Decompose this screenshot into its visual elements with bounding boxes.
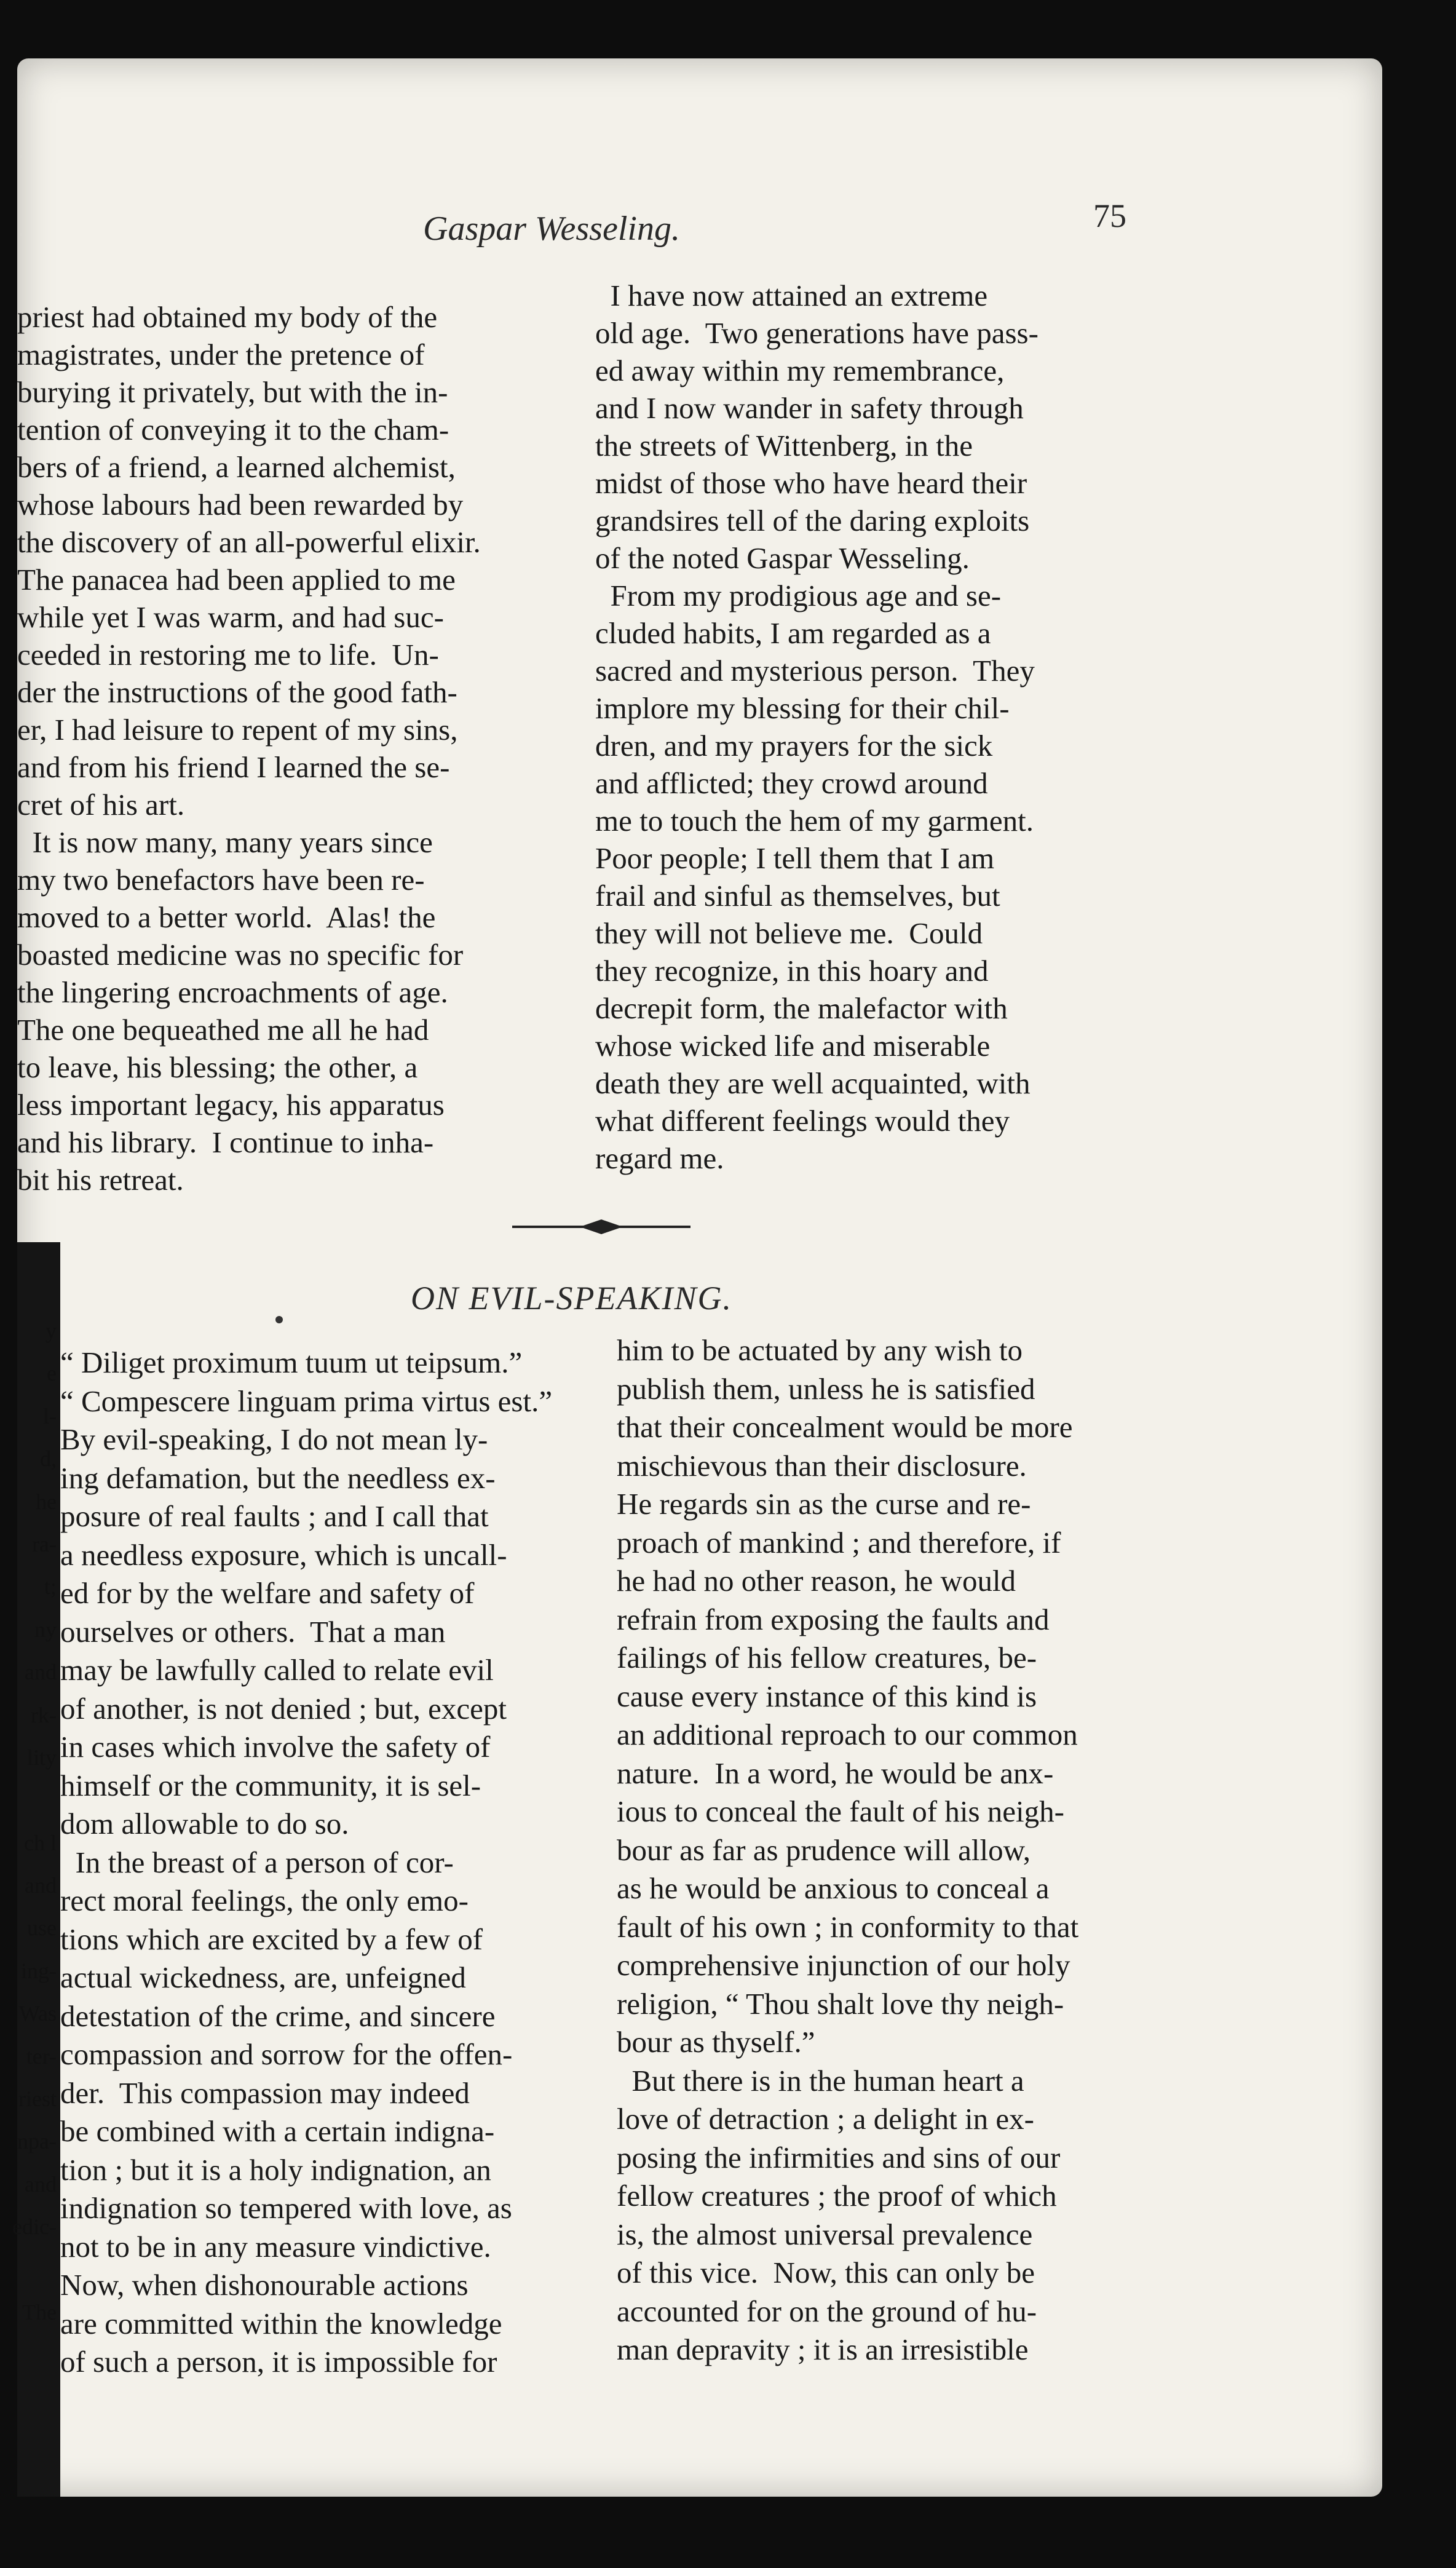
text-line: actual wickedness, are, unfeigned bbox=[60, 1960, 466, 1994]
text-line: religion, “ Thou shalt love thy neigh- bbox=[617, 1986, 1064, 2021]
text-line: death they are well acquainted, with bbox=[595, 1066, 1031, 1100]
text-line: less important legacy, his apparatus bbox=[17, 1088, 445, 1122]
text-line: ing defamation, but the needless ex- bbox=[60, 1460, 496, 1495]
text-line bbox=[0, 1779, 60, 1821]
text-line: my two benefactors have been re- bbox=[17, 863, 425, 897]
text-line: love of detraction ; a delight in ex- bbox=[617, 2102, 1034, 2136]
text-line: accounted for on the ground of hu- bbox=[617, 2294, 1037, 2328]
previous-page-margin bbox=[0, 1310, 60, 2334]
text-line: bour as thyself.” bbox=[617, 2025, 815, 2059]
text-line: ra- bbox=[32, 1531, 57, 1556]
text-line: me to touch the hem of my garment. bbox=[595, 804, 1034, 838]
text-line: dren, and my prayers for the sick bbox=[595, 729, 993, 763]
text-line: er, I had leisure to repent of my sins, bbox=[17, 713, 458, 747]
text-line: ed for by the welfare and safety of bbox=[60, 1576, 475, 1610]
text-line: The bbox=[22, 2299, 57, 2324]
text-line: they recognize, in this hoary and bbox=[595, 954, 989, 988]
text-line: failings of his fellow creatures, be- bbox=[617, 1641, 1037, 1674]
text-line: regard me. bbox=[595, 1141, 724, 1175]
text-line: posing the infirmities and sins of our bbox=[617, 2140, 1061, 2174]
text-line: compassion and sorrow for the offen- bbox=[60, 2037, 513, 2071]
text-line: ourselves or others. That a man bbox=[60, 1614, 446, 1649]
text-line: implore my blessing for their chil- bbox=[595, 691, 1010, 725]
text-line: of another, is not denied ; but, except bbox=[60, 1691, 507, 1726]
text-line: nature. In a word, he would be anx- bbox=[617, 1756, 1054, 1790]
ornament-divider bbox=[512, 1215, 690, 1239]
text-line: the lingering encroachments of age. bbox=[17, 975, 448, 1009]
text-line: fellow creatures ; the proof of which bbox=[617, 2179, 1057, 2213]
text-line: in cases which involve the safety of bbox=[60, 1730, 491, 1764]
text-line: l- bbox=[43, 1403, 57, 1429]
text-line: sacred and mysterious person. They bbox=[595, 654, 1035, 688]
text-line: man depravity ; it is an irresistible bbox=[617, 2332, 1029, 2366]
text-line: frail and sinful as themselves, but bbox=[595, 879, 1000, 913]
text-line: grandsires tell of the daring exploits bbox=[595, 504, 1030, 537]
text-line: proach of mankind ; and therefore, if bbox=[617, 1525, 1061, 1559]
text-line: He regards sin as the curse and re- bbox=[617, 1487, 1031, 1521]
text-line: while yet I was warm, and had suc- bbox=[17, 600, 444, 634]
text-line: moved to a better world. Alas! the bbox=[17, 900, 436, 934]
text-line: magistrates, under the pretence of bbox=[17, 338, 425, 371]
text-line: By evil-speaking, I do not mean ly- bbox=[60, 1422, 488, 1456]
text-line: mischievous than their disclosure. bbox=[617, 1448, 1027, 1483]
text-line: and from his friend I learned the se- bbox=[17, 750, 450, 784]
text-line: burying it privately, but with the in- bbox=[17, 375, 448, 409]
text-line: cluded habits, I am regarded as a bbox=[595, 616, 991, 650]
text-line: npa- bbox=[17, 2129, 57, 2154]
text-line: fault of his own ; in conformity to that bbox=[617, 1909, 1079, 1944]
text-line: and bbox=[25, 1660, 57, 1685]
text-line: y bbox=[46, 1318, 57, 1343]
text-line: are committed within the knowledge bbox=[60, 2306, 502, 2340]
text-line: tion ; but it is a holy indignation, an bbox=[60, 2152, 491, 2187]
text-line: a needless exposure, which is uncall- bbox=[60, 1537, 507, 1572]
text-line: bers of a friend, a learned alchemist, bbox=[17, 450, 456, 484]
bottom-left-column bbox=[60, 1344, 552, 2382]
text-line: ious to conceal the fault of his neigh- bbox=[617, 1794, 1064, 1828]
text-line: the streets of Wittenberg, in the bbox=[595, 429, 973, 462]
text-line: they will not believe me. Could bbox=[595, 916, 983, 950]
text-line: as he would be anxious to conceal a bbox=[617, 1871, 1050, 1905]
text-line: comprehensive injunction of our holy bbox=[617, 1948, 1070, 1982]
text-line: d, bbox=[40, 1446, 57, 1472]
text-line bbox=[0, 2249, 60, 2291]
text-line: ch l bbox=[24, 1830, 57, 1855]
text-line: boasted medicine was no specific for bbox=[17, 938, 464, 972]
text-line: rk- bbox=[31, 1702, 57, 1727]
text-line: indignation so tempered with love, as bbox=[60, 2191, 512, 2225]
text-line: himself or the community, it is sel- bbox=[60, 1768, 481, 1802]
text-line: The panacea had been applied to me bbox=[17, 563, 456, 596]
text-line: ing- bbox=[21, 1958, 57, 1983]
text-line: and bbox=[25, 1873, 57, 1898]
text-line: him to be actuated by any wish to bbox=[617, 1333, 1023, 1367]
text-line: bour as far as prudence will allow, bbox=[617, 1833, 1031, 1867]
text-line: tions which are excited by a few of bbox=[60, 1922, 483, 1956]
running-head: Gaspar Wesseling. bbox=[423, 210, 680, 248]
text-line: he bbox=[36, 1489, 57, 1514]
text-line: “ Diliget proximum tuum ut teipsum.” bbox=[60, 1345, 523, 1379]
bottom-right-column bbox=[617, 1331, 1078, 2369]
text-line: use bbox=[27, 1916, 57, 1941]
book-page bbox=[17, 58, 1382, 2497]
text-line: der. This compassion may indeed bbox=[60, 2075, 470, 2110]
text-line: ed away within my remembrance, bbox=[595, 354, 1005, 387]
text-line: of such a person, it is impossible for bbox=[60, 2345, 497, 2379]
text-line: From my prodigious age and se- bbox=[595, 579, 1002, 612]
text-line: decrepit form, the malefactor with bbox=[595, 991, 1008, 1025]
text-line: midst of those who have heard their bbox=[595, 466, 1027, 500]
text-line: detestation of the crime, and sincere bbox=[60, 1999, 496, 2033]
text-line: der the instructions of the good fath- bbox=[17, 675, 457, 709]
text-line: tention of conveying it to the cham- bbox=[17, 413, 449, 446]
text-line: ceeded in restoring me to life. Un- bbox=[17, 638, 439, 672]
text-line: and I now wander in safety through bbox=[595, 391, 1024, 425]
text-line: The one bequeathed me all he had bbox=[17, 1013, 429, 1047]
text-line: and afflicted; they crowd around bbox=[595, 766, 988, 800]
text-line: he had no other reason, he would bbox=[617, 1564, 1016, 1598]
text-line: ter- bbox=[26, 2043, 57, 2069]
text-line: an additional reproach to our common bbox=[617, 1718, 1078, 1751]
text-line: rect moral feelings, the only emo- bbox=[60, 1884, 469, 1917]
text-line: It is now many, many years since bbox=[17, 825, 433, 859]
text-line: Now, when dishonourable actions bbox=[60, 2268, 469, 2302]
text-line: bit his retreat. bbox=[17, 1163, 184, 1197]
text-line: e bbox=[47, 1361, 57, 1386]
text-line: refrain from exposing the faults and bbox=[617, 1602, 1050, 1636]
text-line: the discovery of an all-powerful elixir. bbox=[17, 525, 481, 559]
page-number: 75 bbox=[1093, 197, 1126, 234]
text-line: riest bbox=[18, 2086, 57, 2112]
text-line: lity bbox=[26, 1745, 57, 1770]
text-line: be combined with a certain indigna- bbox=[60, 2114, 495, 2148]
text-line: Was bbox=[18, 2001, 57, 2026]
text-line: t; bbox=[44, 1574, 57, 1599]
text-line: But there is in the human heart a bbox=[617, 2063, 1024, 2098]
text-line: to leave, his blessing; the other, a bbox=[17, 1050, 418, 1084]
text-line: and bbox=[25, 2171, 57, 2197]
text-line: that their concealment would be more bbox=[617, 1410, 1073, 1444]
top-right-column bbox=[595, 277, 1039, 1177]
text-line: I have now attained an extreme bbox=[595, 279, 988, 312]
text-line: may be lawfully called to relate evil bbox=[60, 1653, 494, 1687]
text-line: of this vice. Now, this can only be bbox=[617, 2256, 1035, 2289]
text-line: is, the almost universal prevalence bbox=[617, 2217, 1033, 2251]
text-line: “ Compescere linguam prima virtus est.” bbox=[60, 1384, 553, 1418]
text-line: whose wicked life and miserable bbox=[595, 1029, 991, 1063]
text-line: In the breast of a person of cor- bbox=[60, 1845, 454, 1879]
text-line: not to be in any measure vindictive. bbox=[60, 2229, 491, 2264]
text-line: old age. Two generations have pass- bbox=[595, 316, 1039, 350]
text-line: what different feelings would they bbox=[595, 1104, 1010, 1138]
text-line: publish them, unless he is satisfied bbox=[617, 1371, 1035, 1406]
text-line: whose labours had been rewarded by bbox=[17, 488, 464, 521]
text-line: cause every instance of this kind is bbox=[617, 1679, 1037, 1713]
section-title: ON EVIL-SPEAKING. bbox=[411, 1280, 732, 1317]
text-line: posure of real faults ; and I call that bbox=[60, 1499, 489, 1533]
text-line: edic- bbox=[12, 2214, 57, 2240]
text-line: priest had obtained my body of the bbox=[17, 300, 438, 334]
text-line: ny bbox=[34, 1617, 57, 1642]
text-line: cret of his art. bbox=[17, 788, 185, 822]
text-line: dom allowable to do so. bbox=[60, 1807, 349, 1841]
top-left-column bbox=[17, 298, 481, 1199]
text-line: Poor people; I tell them that I am bbox=[595, 841, 995, 875]
text-line: and his library. I continue to inha- bbox=[17, 1125, 434, 1159]
text-line: of the noted Gaspar Wesseling. bbox=[595, 541, 970, 575]
stray-dot bbox=[275, 1316, 283, 1323]
